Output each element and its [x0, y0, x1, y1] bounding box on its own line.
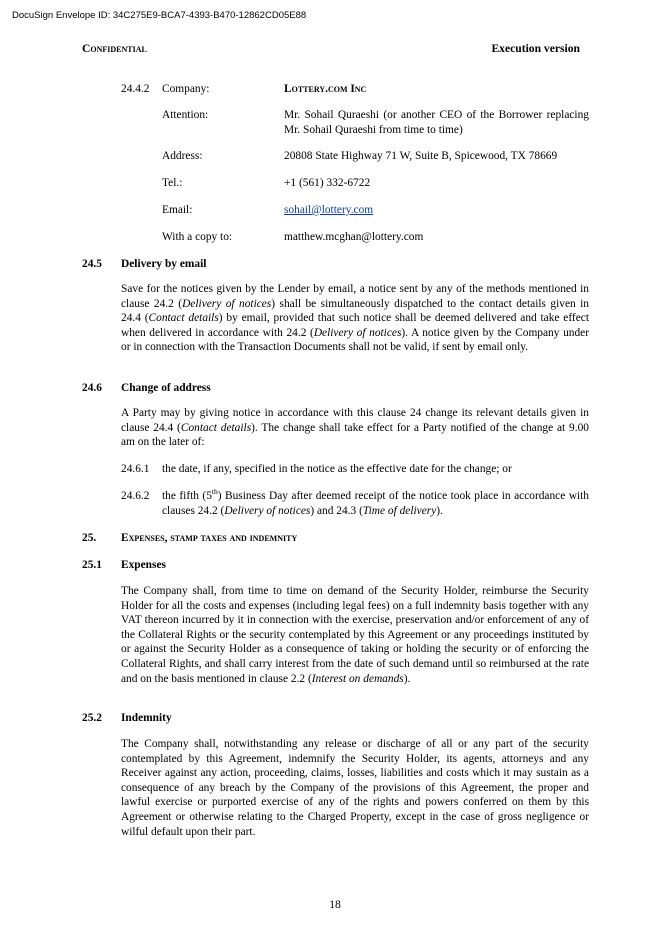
- contact-label-attention: Attention:: [162, 109, 209, 121]
- heading-expenses: Expenses: [121, 559, 166, 571]
- heading-expenses-stamp-taxes: Expenses, stamp taxes and indemnity: [121, 532, 298, 544]
- contact-label-tel: Tel.:: [162, 177, 183, 189]
- paragraph-24-5: Save for the notices given by the Lender by email, a notice sent by any of the methods mentioned in clause 24.2 (Delivery of notices) shall be simultaneously dispatched to the contact details given in 24.4 (Contact details) by email, provided that such notice shall be deemed delivered and take effect when delivered in accordance with 24.2 (Delivery of notices). A notice given by the Company under or in connection with the Transaction Documents shall not be valid, if sent by email only.: [121, 283, 590, 354]
- clause-number-25: 25.: [82, 532, 97, 544]
- contact-value-attention: Mr. Sohail Quraeshi (or another CEO of the Borrower replacing Mr. Sohail Quraeshi from time to time): [284, 109, 589, 136]
- clause-number-24-6-2: 24.6.2: [121, 490, 150, 502]
- docusign-envelope-id: DocuSign Envelope ID: 34C275E9-BCA7-4393-B470-12862CD05E88: [12, 10, 307, 21]
- contact-label-address: Address:: [162, 150, 203, 162]
- paragraph-24-6-1: the date, if any, specified in the notice as the effective date for the change; or: [162, 463, 512, 475]
- clause-number-24-4-2: 24.4.2: [121, 83, 150, 95]
- heading-delivery-by-email: Delivery by email: [121, 258, 207, 270]
- paragraph-24-6-2: the fifth (5th) Business Day after deemed receipt of the notice took place in accordance with clauses 24.2 (Delivery of notices) and 24.3 (Time of delivery).: [162, 487, 589, 517]
- contact-email-link[interactable]: sohail@lottery.com: [284, 204, 374, 216]
- clause-number-24-6: 24.6: [82, 382, 102, 394]
- execution-version-label: Execution version: [491, 42, 580, 55]
- contact-label-copy: With a copy to:: [162, 231, 233, 243]
- paragraph-24-6: A Party may by giving notice in accordance with this clause 24 change its relevant details given in clause 24.4 (Contact details). The change shall take effect for a Party notified of the change at 9.00 am on the later of:: [121, 407, 589, 449]
- heading-change-of-address: Change of address: [121, 382, 211, 394]
- contact-value-tel: +1 (561) 332-6722: [284, 177, 371, 189]
- contact-value-company: Lottery.com Inc: [284, 83, 367, 95]
- clause-number-24-6-1: 24.6.1: [121, 463, 150, 475]
- contact-label-company: Company:: [162, 83, 210, 95]
- contact-value-address: 20808 State Highway 71 W, Suite B, Spicewood, TX 78669: [284, 150, 558, 162]
- paragraph-25-2: The Company shall, notwithstanding any release or discharge of all or any part of the security contemplated by this Agreement, indemnify the Security Holder, its agents, attorneys and any Receiver against any action, proceeding, claims, losses, liabilities and costs which it may sustain as a consequence of any breach by the Company of the provisions of this Agreement, the proper and lawful exercise or purported exercise of any of the rights and powers conferred on them by this Agreement or otherwise relating to the Charged Property, except in the case of gross negligence or wilful default upon their part.: [121, 738, 589, 838]
- contact-value-copy: matthew.mcghan@lottery.com: [284, 231, 424, 243]
- clause-number-25-1: 25.1: [82, 559, 102, 571]
- page-number: 18: [329, 898, 341, 911]
- paragraph-25-1: The Company shall, from time to time on demand of the Security Holder, reimburse the Security Holder for all the costs and expenses (including legal fees) on a full indemnity basis together with any VAT thereon incurred by it in connection with the exercise, preservation and/or enforcement of any of the Collateral Rights or the security contemplated by this Agreement or any proceedings instituted by or against the Security Holder as a consequence of taking or holding the security or of enforcing the Collateral Rights, and shall carry interest from the date of such demand until so reimbursed at the rate and on the basis mentioned in clause 2.2 (Interest on demands).: [121, 585, 589, 685]
- clause-number-25-2: 25.2: [82, 712, 102, 724]
- heading-indemnity: Indemnity: [121, 712, 172, 724]
- contact-label-email: Email:: [162, 204, 193, 216]
- clause-number-24-5: 24.5: [82, 258, 102, 270]
- confidential-label: Confidential: [82, 42, 147, 55]
